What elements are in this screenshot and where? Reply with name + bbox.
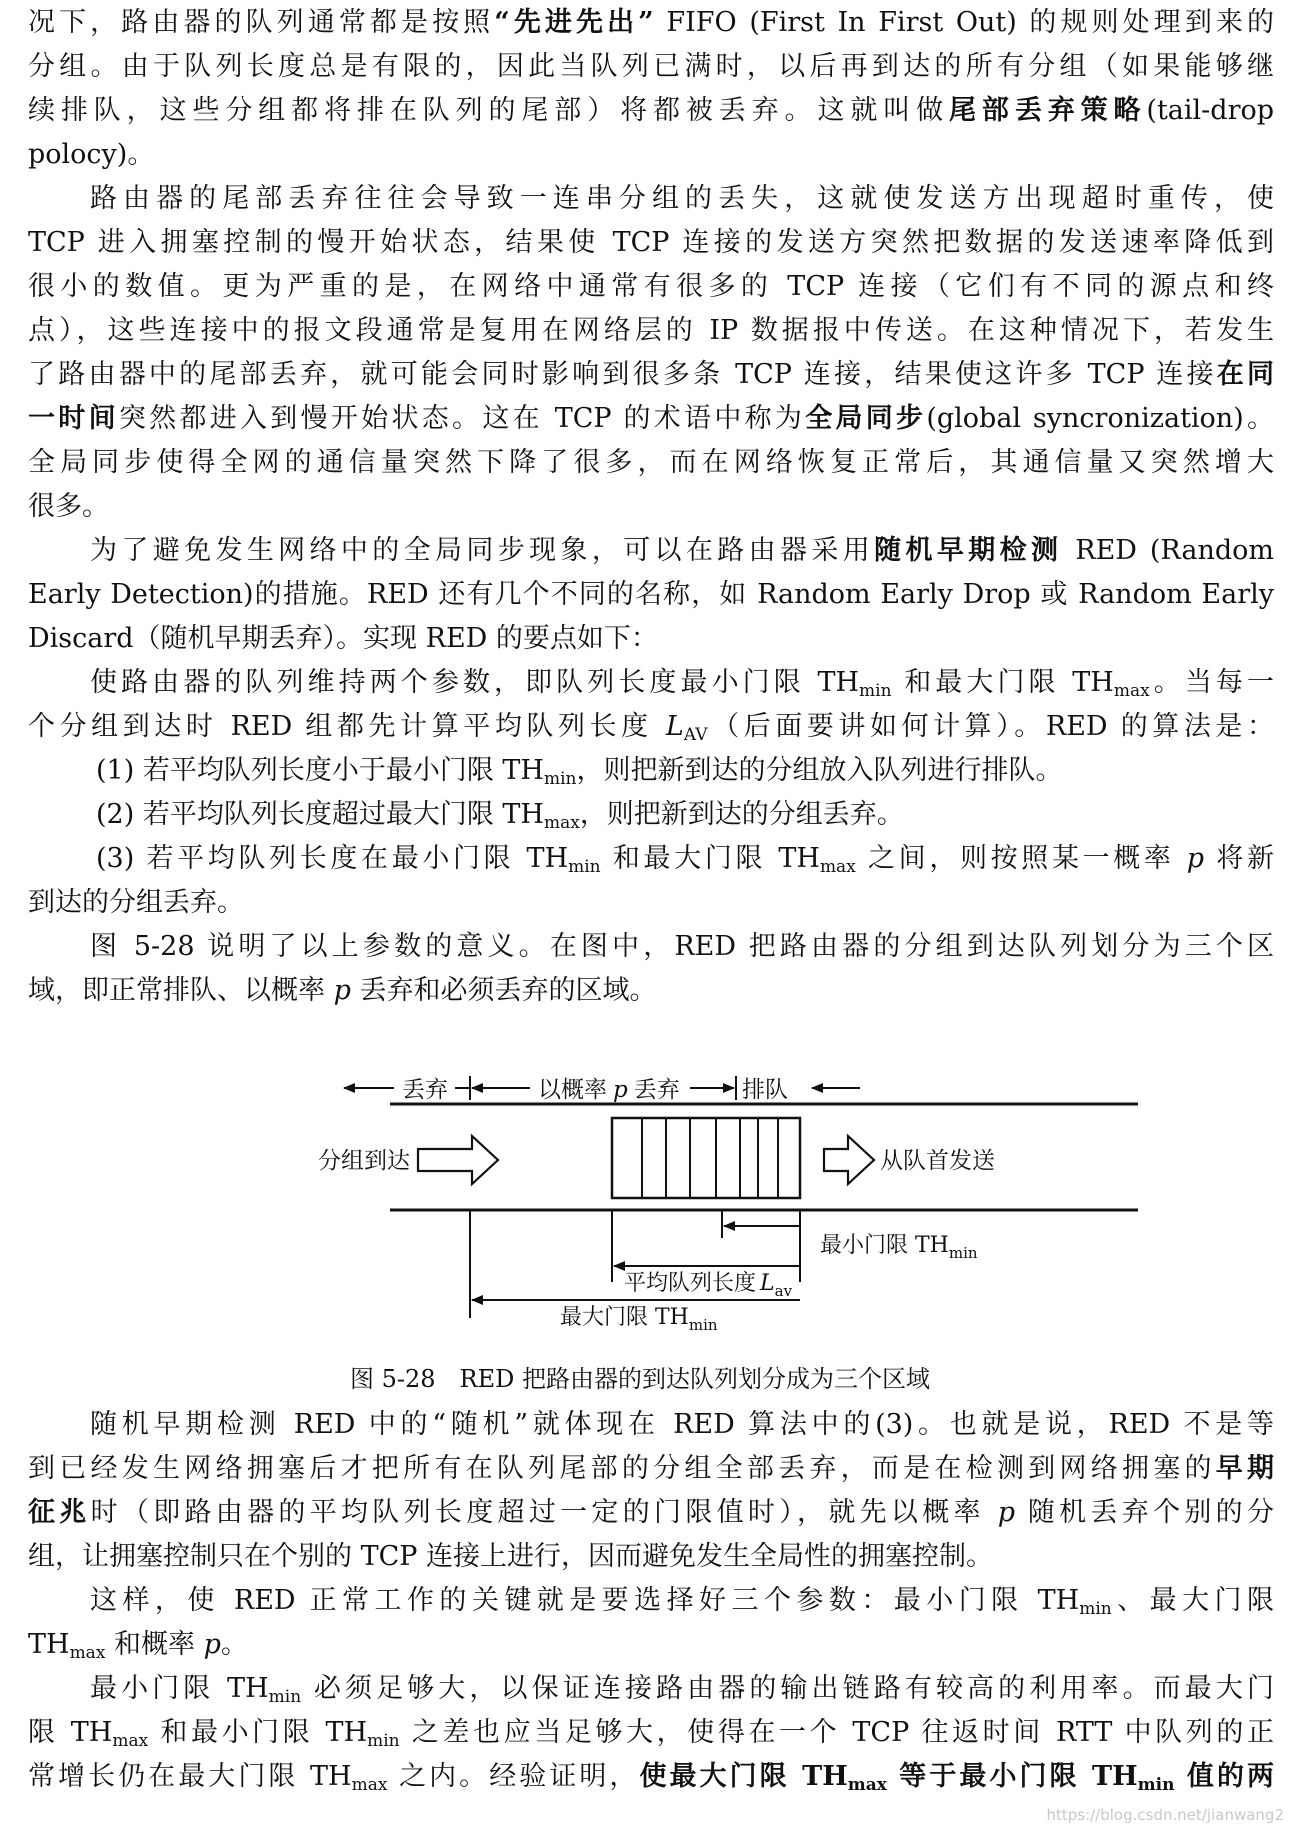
text-segment: 了路由器中的尾部丢弃，就可能会同时影响到很多条 TCP 连接，结果使这许多 TCP 连接 <box>28 359 1217 390</box>
subscript: max <box>543 813 580 833</box>
queue-body <box>318 1104 1138 1210</box>
text-segment: 之差也应当足够大，使得在一个 TCP 往返时间 RTT 中队列的正 <box>399 1717 1274 1748</box>
text-segment: 和最大门限 TH <box>891 667 1114 698</box>
text-segment: 到达的分组丢弃。 <box>28 887 244 918</box>
subscript: min <box>859 681 892 701</box>
label-drop: 丢弃 <box>402 1077 448 1103</box>
text-segment: 之内。经验证明， <box>387 1761 640 1792</box>
text-segment: Discard（随机早期丢弃）。实现 RED 的要点如下： <box>28 623 658 654</box>
text-segment: 路由器的尾部丢弃往往会导致一连串分组的丢失，这就使发送方出现超时重传，使 <box>90 183 1274 214</box>
subscript: max <box>819 857 856 877</box>
text-segment: （后面要讲如何计算）。RED 的算法是： <box>707 711 1274 742</box>
text-run: L <box>665 711 684 742</box>
text-run: max <box>847 1775 887 1795</box>
subscript: min <box>543 769 577 789</box>
text-segment: 最小门限 TH <box>90 1673 269 1704</box>
text-run: “先进先出” <box>494 7 654 38</box>
text-segment: TH <box>28 1629 70 1660</box>
subscript: max <box>69 1643 106 1663</box>
text-run: 在同 <box>1216 359 1275 390</box>
text-segment: 突然都进入到慢开始状态。这在 TCP 的术语中称为 <box>118 403 806 434</box>
text-run: p <box>1186 843 1205 874</box>
text-segment: (1) 若平均队列长度小于最小门限 TH <box>96 755 544 786</box>
text-segment: 况下，路由器的队列通常都是按照 <box>28 7 495 38</box>
text-segment: 必须足够大，以保证连接路由器的输出链路有较高的利用率。而最大门 <box>301 1673 1274 1704</box>
text-segment: ，则把新到达的分组放入队列进行排队。 <box>576 755 1063 786</box>
text-segment: 丢弃和必须丢弃的区域。 <box>350 975 657 1006</box>
text-segment: 很多。 <box>28 491 109 522</box>
text-segment: polocy)。 <box>28 139 155 170</box>
text-segment: 续排队，这些分组都将排在队列的尾部）将都被丢弃。这就叫做 <box>28 95 950 126</box>
text-run: p <box>997 1497 1015 1528</box>
text-segment: 图 5-28 说明了以上参数的意义。在图中，RED 把路由器的分组到达队列划分为三个区 <box>90 931 1274 962</box>
label-queue: 排队 <box>742 1077 788 1103</box>
text-segment: (global syncronization)。 <box>926 403 1275 434</box>
text-run: p <box>333 975 351 1006</box>
text-segment: 很小的数值。更为严重的是，在网络中通常有很多的 TCP 连接（它们有不同的源点和终 <box>28 271 1274 302</box>
text-segment: 。 <box>220 1629 248 1660</box>
text-segment: Early Detection)的措施。RED 还有几个不同的名称，如 Random Early Drop 或 Random Early <box>28 579 1274 610</box>
text-segment: 常增长仍在最大门限 TH <box>28 1761 352 1792</box>
label-lav: 平均队列长度 $L_{av}$ <box>624 1271 793 1300</box>
text-segment: 和概率 <box>105 1629 204 1660</box>
text-segment: 将新 <box>1204 843 1274 874</box>
label-thmin: 最小门限 $TH_{min}$ <box>820 1233 978 1262</box>
queue-buffer <box>612 1118 800 1198</box>
top-dimension-row <box>344 1076 860 1103</box>
subscript: max <box>351 1775 388 1795</box>
text-segment: FIFO (First In First Out) 的规则处理到来的 <box>653 7 1275 38</box>
subscript: max <box>112 1731 149 1751</box>
text-segment: 全局同步使得全网的通信量突然下降了很多，而在网络恢复正常后，其通信量又突然增大 <box>28 447 1274 478</box>
text-segment: 个分组到达时 RED 组都先计算平均队列长度 <box>28 711 666 742</box>
text-segment: 分组。由于队列长度总是有限的，因此当队列已满时，以后再到达的所有分组（如果能够继 <box>28 51 1274 82</box>
text-segment: RED (Random <box>1062 535 1275 566</box>
text-segment: 使路由器的队列维持两个参数，即队列长度最小门限 TH <box>90 667 860 698</box>
text-run: 等于最小门限 TH <box>886 1761 1138 1792</box>
text-run: 尾部丢弃策略 <box>949 95 1147 126</box>
label-send: 从队首发送 <box>880 1148 995 1174</box>
text-segment: 和最大门限 TH <box>600 843 820 874</box>
text-run: min <box>1137 1775 1175 1795</box>
text-segment: (tail-drop <box>1146 95 1275 126</box>
text-segment: 。当每一 <box>1149 667 1275 698</box>
subscript: min <box>367 1731 400 1751</box>
text-segment: 、最大门限 <box>1111 1585 1274 1616</box>
text-segment: 域，即正常排队、以概率 <box>28 975 334 1006</box>
text-run: 随机早期检测 <box>874 535 1063 566</box>
text-run: 早期 <box>1215 1453 1275 1484</box>
label-arrive: 分组到达 <box>318 1148 410 1174</box>
text-segment: ，则把新到达的分组丢弃。 <box>579 799 904 830</box>
text-segment: 组，让拥塞控制只在个别的 TCP 连接上进行，因而避免发生全局性的拥塞控制。 <box>28 1541 993 1572</box>
text-run: p <box>203 1629 221 1660</box>
label-thmax: 最大门限 $TH_{min}$ <box>560 1305 718 1334</box>
label-prob-drop: 以概率 p 丢弃 <box>538 1077 680 1103</box>
text-run: 征兆 <box>28 1497 91 1528</box>
text-run: 值的两 <box>1174 1761 1274 1792</box>
subscript: min <box>1079 1599 1112 1619</box>
bottom-dimensions <box>470 1210 978 1334</box>
subscript: max <box>1113 681 1150 701</box>
watermark: https://blog.csdn.net/jianwang2 <box>1046 1806 1284 1824</box>
text-run: 一时间 <box>28 403 119 434</box>
figure-caption: 图 5-28 RED 把路由器的到达队列划分成为三个区域 <box>350 1365 931 1393</box>
text-segment: 和最小门限 TH <box>148 1717 368 1748</box>
text-segment: 之间，则按照某一概率 <box>855 843 1187 874</box>
subscript: min <box>568 857 601 877</box>
text-segment: 限 TH <box>28 1717 113 1748</box>
text-segment: 为了避免发生网络中的全局同步现象，可以在路由器采用 <box>90 535 875 566</box>
text-segment: 这样，使 RED 正常工作的关键就是要选择好三个参数：最小门限 TH <box>90 1585 1080 1616</box>
arrive-arrow-icon <box>418 1136 498 1184</box>
subscript: min <box>268 1687 302 1707</box>
text-segment: (2) 若平均队列长度超过最大门限 TH <box>96 799 544 830</box>
text-run: 使最大门限 TH <box>639 1761 848 1792</box>
send-arrow-icon <box>824 1136 874 1184</box>
text-segment: TCP 进入拥塞控制的慢开始状态，结果使 TCP 连接的发送方突然把数据的发送速率降低到 <box>28 227 1274 258</box>
text-segment: 随机早期检测 RED 中的“随机”就体现在 RED 算法中的(3)。也就是说，RED 不是等 <box>90 1409 1274 1440</box>
text-segment: 时（即路由器的平均队列长度超过一定的门限值时），就先以概率 <box>90 1497 998 1528</box>
text-segment: (3) 若平均队列长度在最小门限 TH <box>96 843 569 874</box>
text-segment: 随机丢弃个别的分 <box>1015 1497 1274 1528</box>
text-segment: 点），这些连接中的报文段通常是复用在网络层的 IP 数据报中传送。在这种情况下，若发生 <box>28 315 1274 346</box>
text-run: 全局同步 <box>805 403 927 434</box>
text-segment: 到已经发生网络拥塞后才把所有在队列尾部的分组全部丢弃，而是在检测到网络拥塞的 <box>28 1453 1216 1484</box>
subscript: AV <box>683 725 708 745</box>
